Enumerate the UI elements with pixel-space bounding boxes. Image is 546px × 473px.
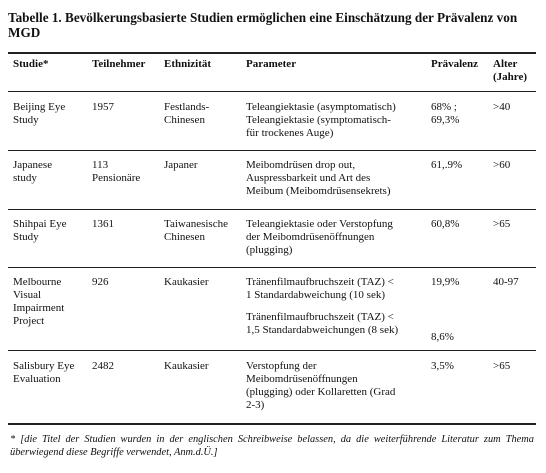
row5-prevalence: 3,5%	[431, 360, 454, 372]
table-top-rule	[8, 52, 536, 54]
row3-parameter: Teleangiektasie oder Verstopfung der Meibomdrüsenöffnungen (plugging)	[246, 218, 393, 256]
header-age: Alter (Jahre)	[493, 58, 528, 83]
header-study: Studie*	[13, 58, 49, 70]
row-divider	[8, 350, 536, 351]
row1-prevalence: 68% ; 69,3%	[431, 101, 460, 126]
header-rule	[8, 91, 536, 92]
row2-participants: 113 Pensionäre	[92, 159, 141, 184]
row4-prevalence-2: 8,6%	[431, 331, 454, 343]
row-divider	[8, 267, 536, 268]
row5-parameter: Verstopfung der Meibomdrüsenöffnungen (plugging) oder Kollaretten (Grad 2-3)	[246, 360, 396, 411]
row3-participants: 1361	[92, 218, 114, 230]
row3-age: >65	[493, 218, 511, 230]
row-divider	[8, 209, 536, 210]
header-parameter: Parameter	[246, 58, 297, 70]
row1-ethnicity: Festlands- Chinesen	[164, 101, 210, 126]
row5-ethnicity: Kaukasier	[164, 360, 209, 372]
row2-age: >60	[493, 159, 511, 171]
row2-parameter: Meibomdrüsen drop out, Auspressbarkeit und Art des Meibum (Meibomdrüsensekrets)	[246, 159, 391, 197]
row2-prevalence: 61,.9%	[431, 159, 463, 171]
row5-age: >65	[493, 360, 511, 372]
row1-participants: 1957	[92, 101, 114, 113]
row4-study: Melbourne Visual Impairment Project	[13, 276, 65, 327]
row5-study: Salisbury Eye Evaluation	[13, 360, 75, 385]
table-bottom-rule	[8, 423, 536, 425]
row4-prevalence-1: 19,9%	[431, 276, 460, 288]
row2-ethnicity: Japaner	[164, 159, 198, 171]
row4-participants: 926	[92, 276, 109, 288]
row4-ethnicity: Kaukasier	[164, 276, 209, 288]
row3-study: Shihpai Eye Study	[13, 218, 67, 243]
row3-ethnicity: Taiwanesische Chinesen	[164, 218, 228, 243]
row4-parameter-1: Tränenfilmaufbruchszeit (TAZ) < 1 Standardabweichung (10 sek)	[246, 276, 394, 301]
header-prevalence: Prävalenz	[431, 58, 479, 70]
row4-parameter-2: Tränenfilmaufbruchszeit (TAZ) < 1,5 Standardabweichungen (8 sek)	[246, 311, 399, 336]
row4-age: 40-97	[493, 276, 519, 288]
header-participants: Teilnehmer	[92, 58, 146, 70]
row5-participants: 2482	[92, 360, 114, 372]
row1-study: Beijing Eye Study	[13, 101, 66, 126]
row1-age: >40	[493, 101, 511, 113]
footnote: * [die Titel der Studien wurden in der englischen Schreibweise belassen, da die weiterführende Literatur zum Thema überwiegend diese Begriffe verwendet, Anm.d.Ü.]	[10, 434, 534, 458]
table-title: Tabelle 1. Bevölkerungsbasierte Studien ermöglichen eine Einschätzung der Prävalenz von MGD	[8, 10, 518, 40]
row1-parameter: Teleangiektasie (asymptomatisch) Teleangiektasie (symptomatisch- für trockenes Auge)	[246, 101, 396, 139]
row2-study: Japanese study	[13, 159, 53, 184]
header-ethnicity: Ethnizität	[164, 58, 212, 70]
row-divider	[8, 150, 536, 151]
row3-prevalence: 60,8%	[431, 218, 460, 230]
